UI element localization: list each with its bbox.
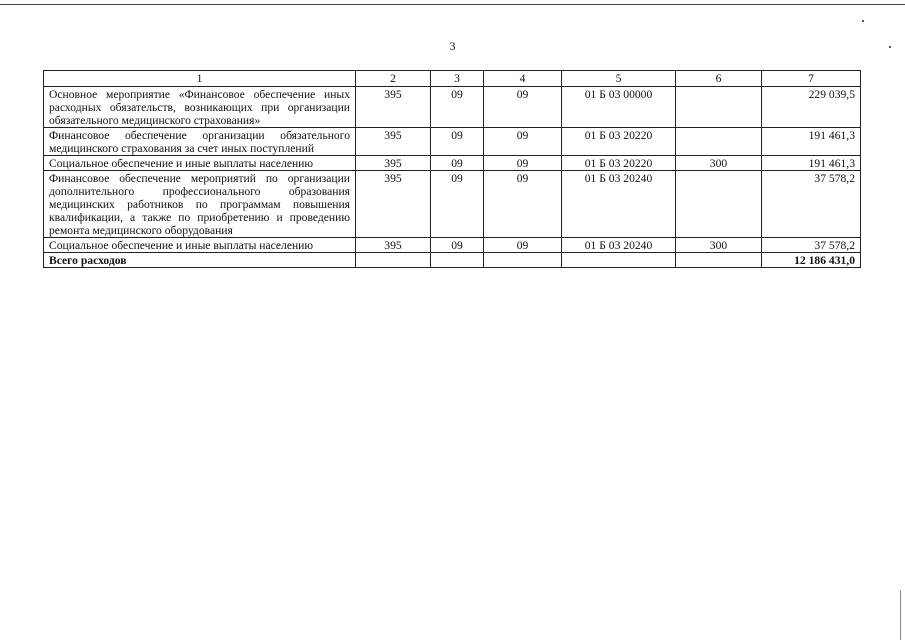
- subsection-cell: 09: [484, 156, 562, 171]
- amount-cell: 229 039,5: [762, 87, 861, 128]
- row-name-cell: Социальное обеспечение и иные выплаты населению: [44, 238, 356, 253]
- row-name-cell: Финансовое обеспечение организации обязательного медицинского страхования за счет иных поступлений: [44, 128, 356, 156]
- empty-cell: [676, 253, 762, 268]
- empty-cell: [356, 253, 431, 268]
- ministry-code-cell: 395: [356, 238, 431, 253]
- header-cell-3: 3: [431, 71, 484, 87]
- page-number: 3: [449, 39, 456, 53]
- header-cell-1: 1: [44, 71, 356, 87]
- expenditure-table: [43, 70, 861, 268]
- total-amount-cell: 12 186 431,0: [762, 253, 861, 268]
- expense-type-cell: [676, 171, 762, 238]
- scan-right-edge-line: [900, 590, 901, 640]
- row-name-cell: Основное мероприятие «Финансовое обеспечение иных расходных обязательств, возникающих при организации обязательного медицинского страхования»: [44, 87, 356, 128]
- header-cell-5: 5: [562, 71, 676, 87]
- table-row: [44, 238, 861, 253]
- empty-cell: [562, 253, 676, 268]
- section-cell: 09: [431, 171, 484, 238]
- table-row: [44, 87, 861, 128]
- section-cell: 09: [431, 156, 484, 171]
- empty-cell: [431, 253, 484, 268]
- ministry-code-cell: 395: [356, 128, 431, 156]
- section-cell: 09: [431, 87, 484, 128]
- header-cell-2: 2: [356, 71, 431, 87]
- empty-cell: [484, 253, 562, 268]
- subsection-cell: 09: [484, 171, 562, 238]
- target-article-cell: 01 Б 03 20240: [562, 238, 676, 253]
- subsection-cell: 09: [484, 238, 562, 253]
- amount-cell: 37 578,2: [762, 171, 861, 238]
- table-row: [44, 171, 861, 238]
- amount-cell: 191 461,3: [762, 128, 861, 156]
- header-cell-4: 4: [484, 71, 562, 87]
- ministry-code-cell: 395: [356, 87, 431, 128]
- subsection-cell: 09: [484, 87, 562, 128]
- target-article-cell: 01 Б 03 20220: [562, 156, 676, 171]
- total-label-cell: Всего расходов: [44, 253, 356, 268]
- section-cell: 09: [431, 128, 484, 156]
- row-name-cell: Финансовое обеспечение мероприятий по организации дополнительного профессионального образования медицинских работников по программам повышения квалификации, а также по приобретению и проведению ремонта медицинского оборудования: [44, 171, 356, 238]
- target-article-cell: 01 Б 03 20220: [562, 128, 676, 156]
- scan-top-edge-line: [0, 4, 905, 5]
- header-row: [44, 71, 861, 87]
- section-cell: 09: [431, 238, 484, 253]
- scan-speck: [862, 20, 864, 22]
- ministry-code-cell: 395: [356, 156, 431, 171]
- ministry-code-cell: 395: [356, 171, 431, 238]
- header-cell-6: 6: [676, 71, 762, 87]
- subsection-cell: 09: [484, 128, 562, 156]
- row-name-cell: Социальное обеспечение и иные выплаты населению: [44, 156, 356, 171]
- target-article-cell: 01 Б 03 20240: [562, 171, 676, 238]
- table-row: [44, 128, 861, 156]
- amount-cell: 37 578,2: [762, 238, 861, 253]
- total-row: [44, 253, 861, 268]
- table-row: [44, 156, 861, 171]
- target-article-cell: 01 Б 03 00000: [562, 87, 676, 128]
- expense-type-cell: 300: [676, 156, 762, 171]
- expense-type-cell: [676, 128, 762, 156]
- header-cell-7: 7: [762, 71, 861, 87]
- expense-type-cell: [676, 87, 762, 128]
- expense-type-cell: 300: [676, 238, 762, 253]
- amount-cell: 191 461,3: [762, 156, 861, 171]
